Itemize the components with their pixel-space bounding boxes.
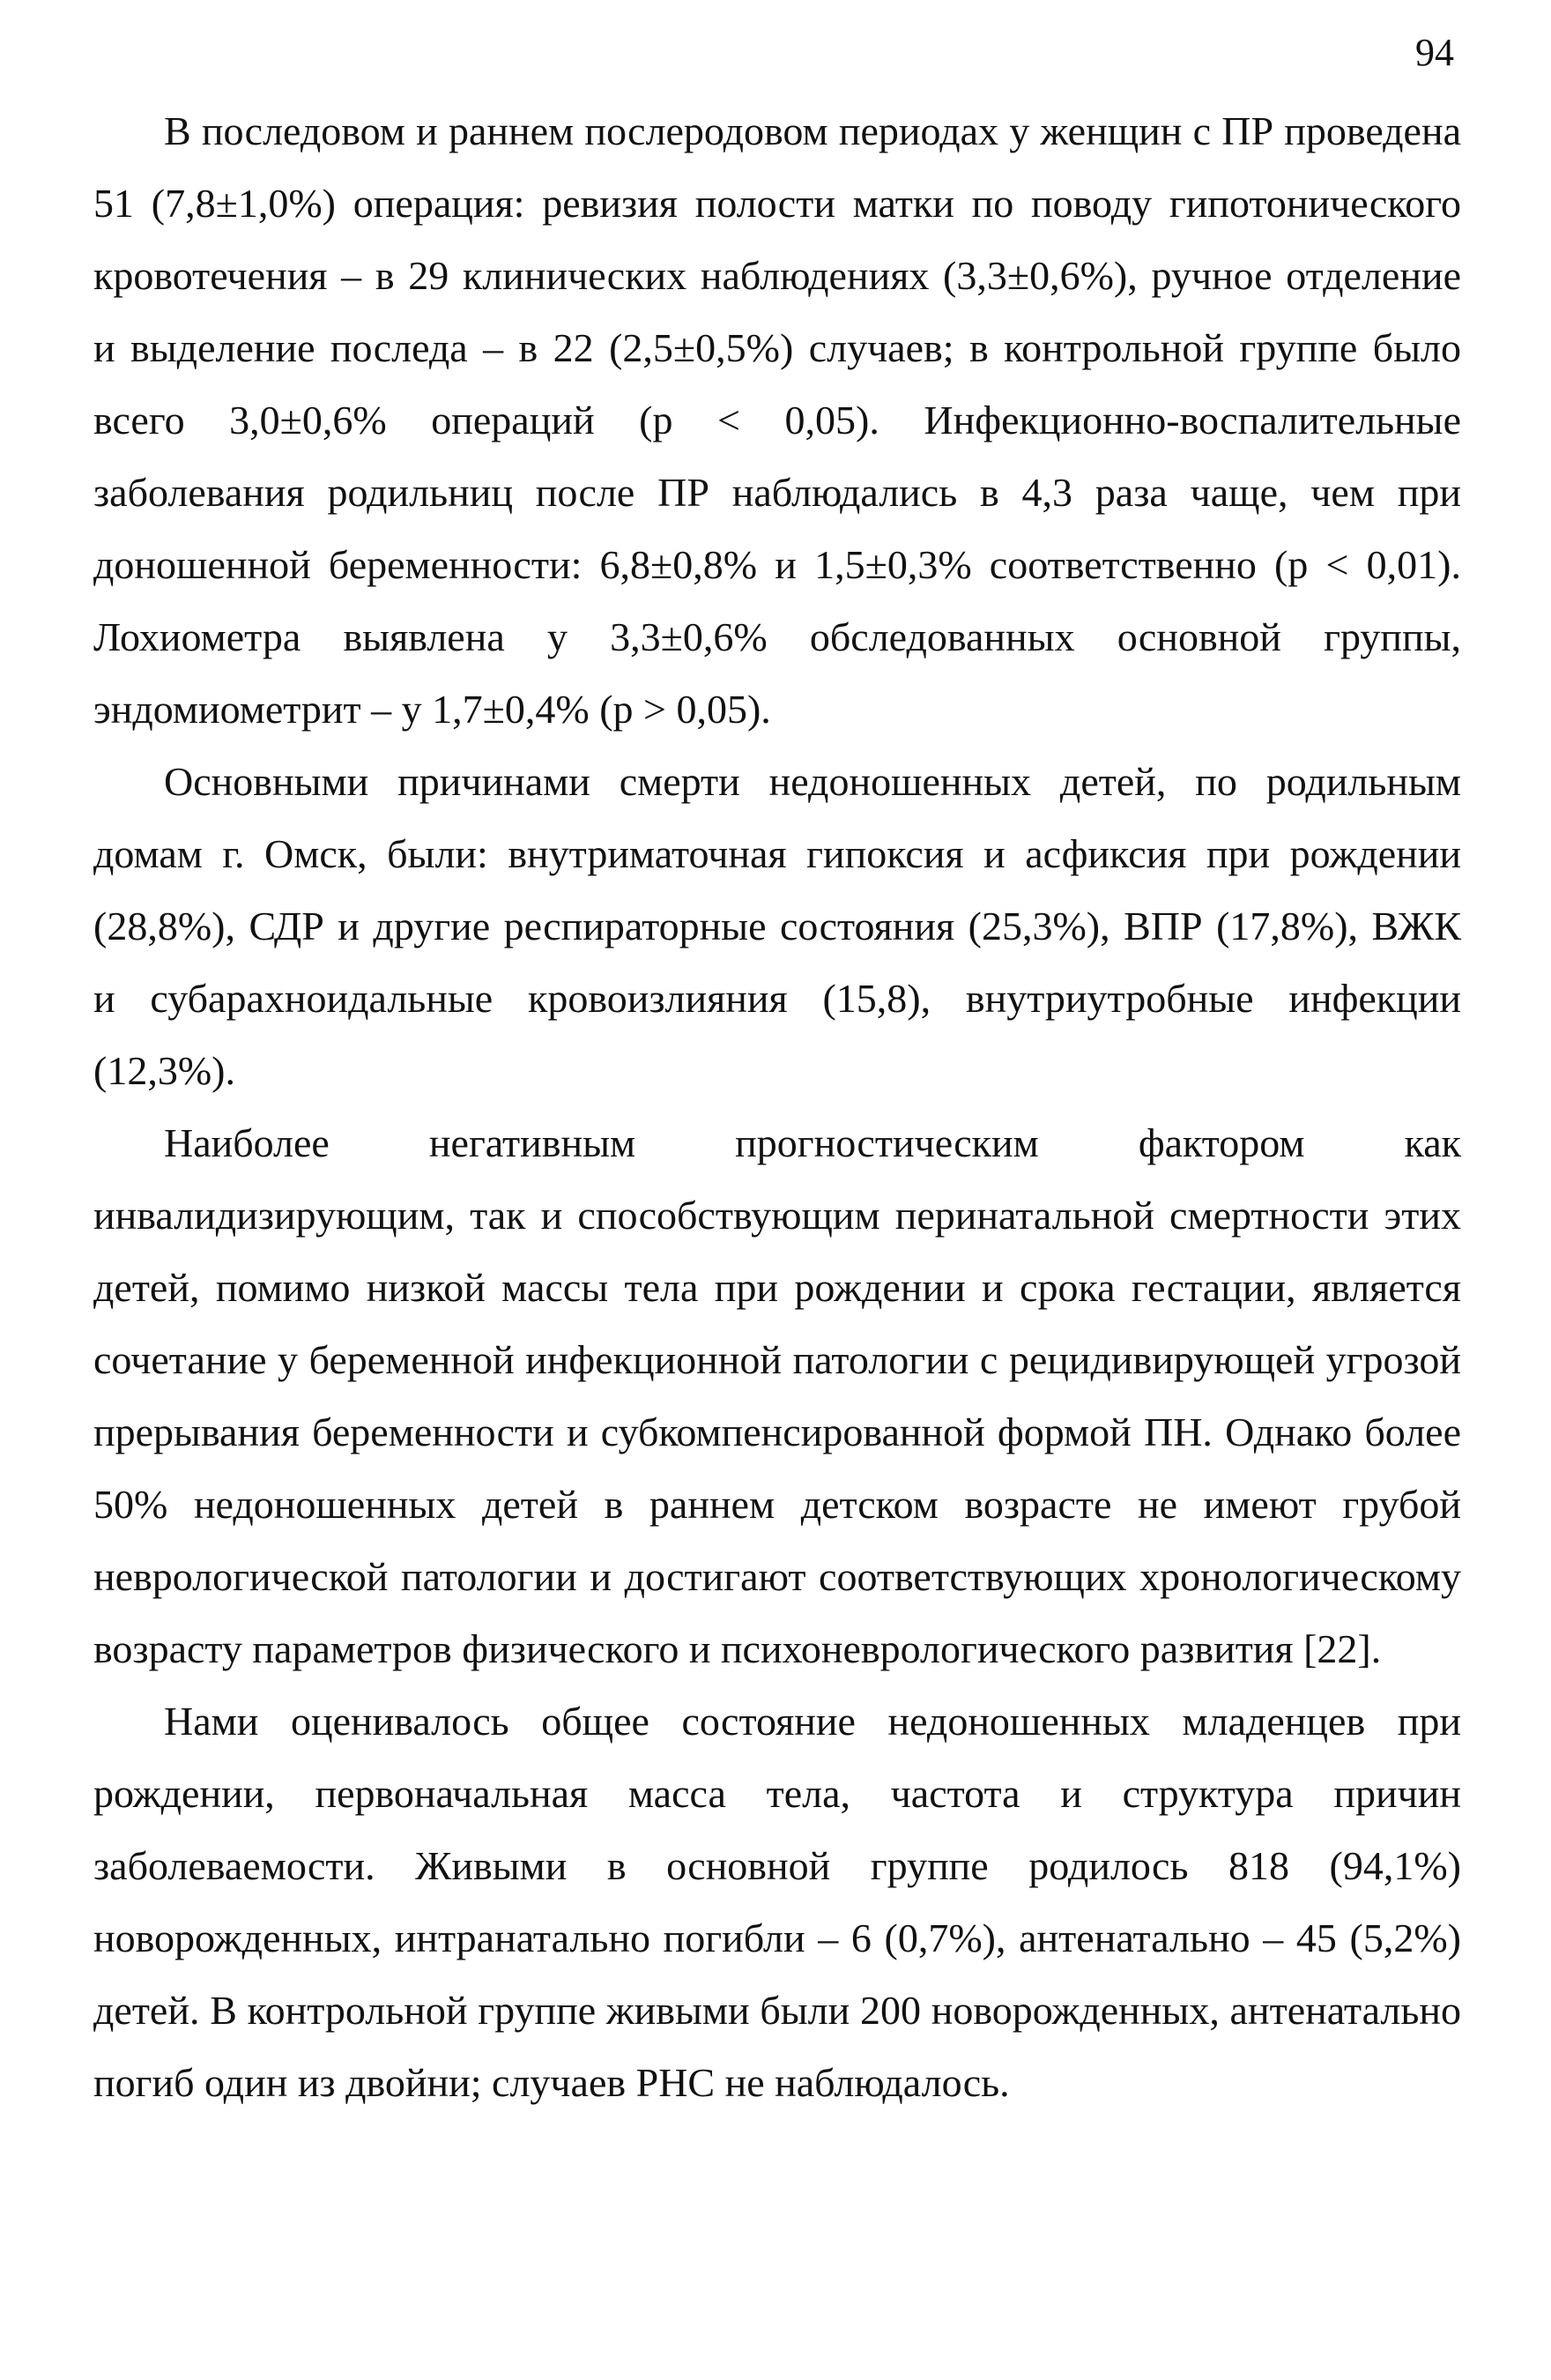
document-body xyxy=(93,95,1461,2119)
paragraph-causes-of-death: Основными причинами смерти недоношенных детей, по родильным домам г. Омск, были: внутриматочная гипоксия и асфиксия при рождении (28,8%), СДР и другие респираторные состояния (25,3%), ВПР (17,8%), ВЖК и субарахноидальные кровоизлияния (15,8), внутриутробные инфекции (12,3%). xyxy=(93,759,1461,1093)
paragraph-newborn-assessment: Нами оценивалось общее состояние недоношенных младенцев при рождении, первоначальная масса тела, частота и структура причин заболеваемости. Живыми в основной группе родилось 818 (94,1%) новорожденных, интранатально погибли – 6 (0,7%), антенатально – 45 (5,2%) детей. В контрольной группе живыми были 200 новорожденных, антенатально погиб один из двойни; случаев РНС не наблюдалось. xyxy=(93,1699,1461,2105)
paragraph-postpartum-operations: В последовом и раннем послеродовом периодах у женщин с ПР проведена 51 (7,8±1,0%) операция: ревизия полости матки по поводу гипотонического кровотечения – в 29 клинических наблюдениях (3,3±0,6%), ручное отделение и выделение последа – в 22 (2,5±0,5%) случаев; в контрольной группе было всего 3,0±0,6% операций (р < 0,05). Инфекционно-воспалительные заболевания родильниц после ПР наблюдались в 4,3 раза чаще, чем при доношенной беременности: 6,8±0,8% и 1,5±0,3% соответственно (р < 0,01). Лохиометра выявлена у 3,3±0,6% обследованных основной группы, эндомиометрит – у 1,7±0,4% (р > 0,05). xyxy=(93,108,1461,732)
page-number: 94 xyxy=(1415,31,1454,74)
paragraph-prognostic-factor: Наиболее негативным прогностическим фактором как инвалидизирующим, так и способствующим перинатальной смертности этих детей, помимо низкой массы тела при рождении и срока гестации, является сочетание у беременной инфекционной патологии с рецидивирующей угрозой прерывания беременности и субкомпенсированной формой ПН. Однако более 50% недоношенных детей в раннем детском возрасте не имеют грубой неврологической патологии и достигают соответствующих хронологическому возрасту параметров физического и психоневрологического развития [22]. xyxy=(93,1120,1461,1671)
